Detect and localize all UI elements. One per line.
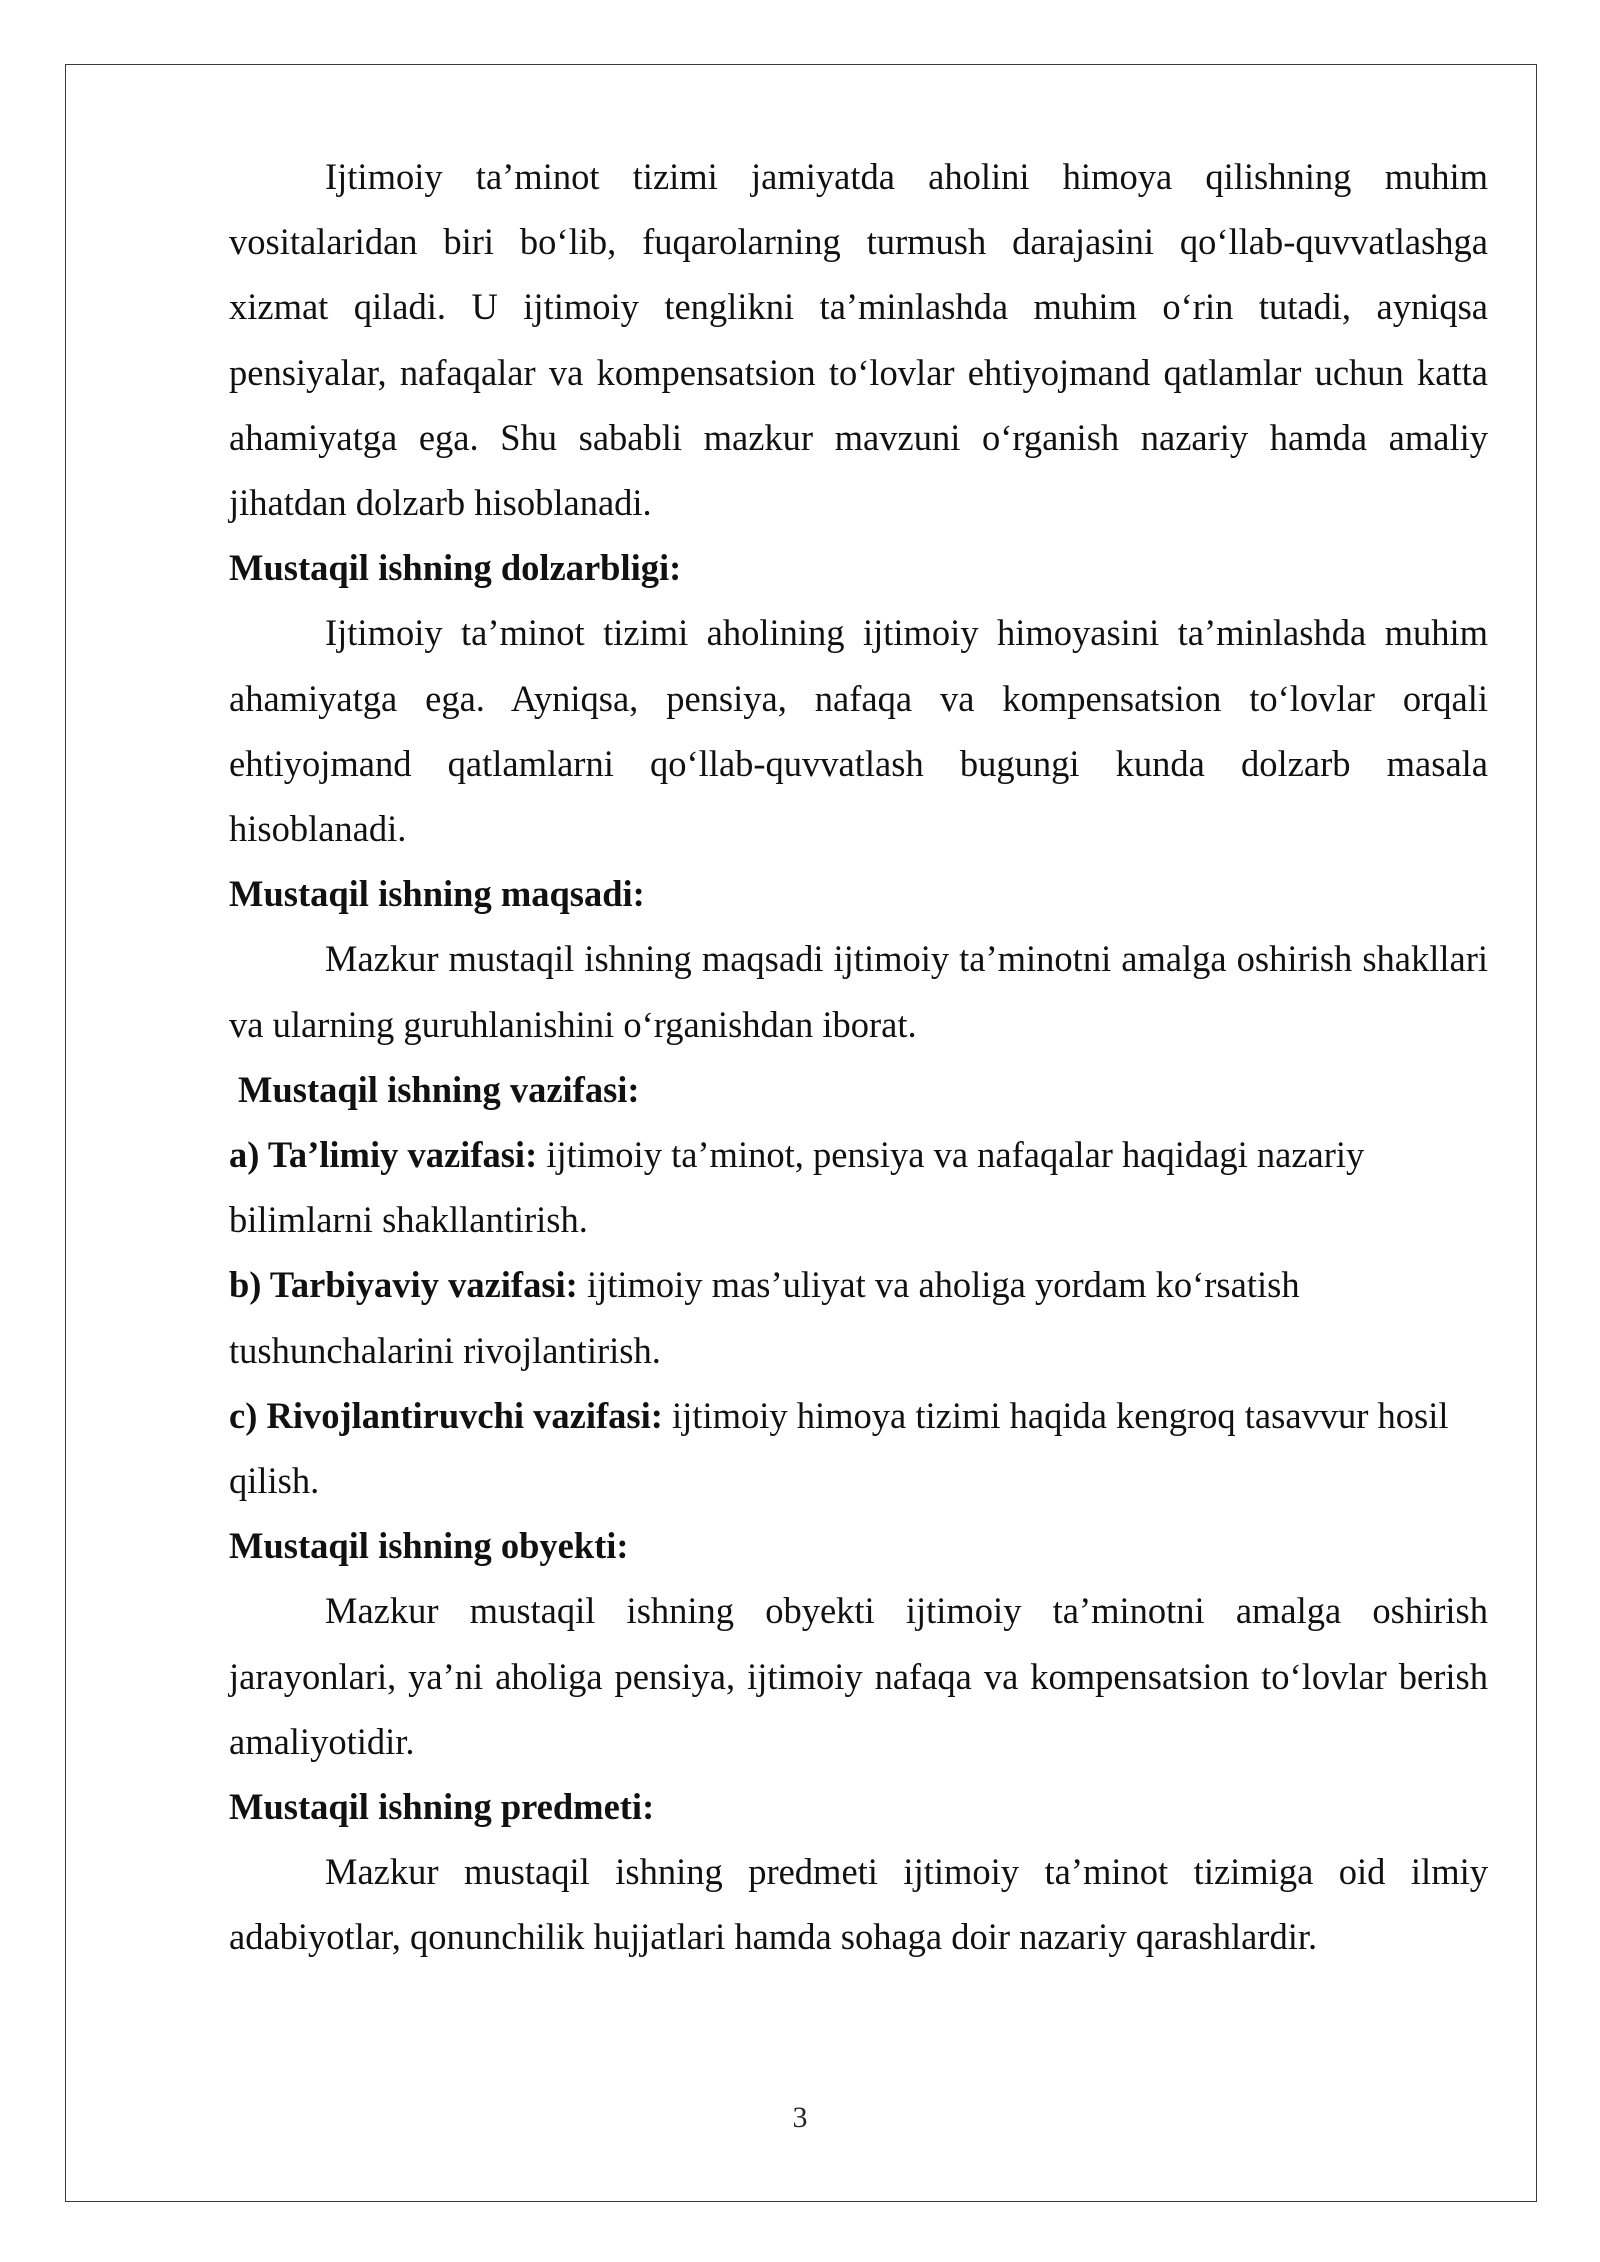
task-text: ijtimoiy mas’uliyat va aholiga yordam ko‘rsatish tushunchalarini rivojlantirish.	[229, 1264, 1300, 1371]
task-text: ijtimoiy ta’minot, pensiya va nafaqalar haqidagi nazariy bilimlarni shakllantirish.	[229, 1134, 1365, 1241]
subject-heading: Mustaqil ishning predmeti:	[229, 1786, 655, 1828]
intro-paragraph: Ijtimoiy ta’minot tizimi jamiyatda aholini himoya qilishning muhim vositalaridan biri bo‘lib, fuqarolarning turmush darajasini qo‘llab-quvvatlashga xizmat qiladi. U ijtimoiy tenglikni ta’minlashda muhim o‘rin tutadi, ayniqsa pensiyalar, nafaqalar va kompensatsion to‘lovlar ehtiyojmand qatlamlar uchun katta ahamiyatga ega. Shu sababli mazkur mavzuni o‘rganish nazariy hamda amaliy jihatdan dolzarb hisoblanadi.	[229, 156, 1488, 524]
page-number: 3	[792, 2101, 808, 2134]
task-item-upbringing	[229, 1252, 1488, 1382]
task-text: ijtimoiy himoya tizimi haqida kengroq tasavvur hosil qilish.	[229, 1394, 1449, 1502]
object-heading: Mustaqil ishning obyekti:	[229, 1525, 629, 1567]
relevance-paragraph: Ijtimoiy ta’minot tizimi aholining ijtimoiy himoyasini ta’minlashda muhim ahamiyatga ega. Ayniqsa, pensiya, nafaqa va kompensatsion to‘lovlar orqali ehtiyojmand qatlamlarni qo‘llab-quvvatlash bugungi kunda dolzarb masala hisoblanadi.	[229, 612, 1488, 850]
task-label: a) Ta’limiy vazifasi:	[229, 1134, 538, 1176]
task-item-educational	[229, 1122, 1488, 1252]
object-paragraph: Mazkur mustaqil ishning obyekti ijtimoiy ta’minotni amalga oshirish jarayonlari, ya’ni aholiga pensiya, ijtimoiy nafaqa va kompensatsion to‘lovlar berish amaliyotidir.	[229, 1590, 1488, 1762]
document-body	[229, 144, 1488, 1970]
relevance-heading: Mustaqil ishning dolzarbligi:	[229, 547, 682, 589]
task-item-developmental	[229, 1383, 1488, 1513]
task-label: b) Tarbiyaviy vazifasi:	[229, 1264, 578, 1306]
task-label: c) Rivojlantiruvchi vazifasi:	[229, 1394, 663, 1436]
goal-paragraph: Mazkur mustaqil ishning maqsadi ijtimoiy ta’minotni amalga oshirish shakllari va ularning guruhlanishini o‘rganishdan iborat.	[229, 938, 1488, 1045]
goal-heading: Mustaqil ishning maqsadi:	[229, 873, 645, 915]
subject-paragraph: Mazkur mustaqil ishning predmeti ijtimoiy ta’minot tizimiga oid ilmiy adabiyotlar, qonunchilik hujjatlari hamda sohaga doir nazariy qarashlardir.	[229, 1851, 1488, 1958]
tasks-heading: Mustaqil ishning vazifasi:	[238, 1068, 640, 1110]
